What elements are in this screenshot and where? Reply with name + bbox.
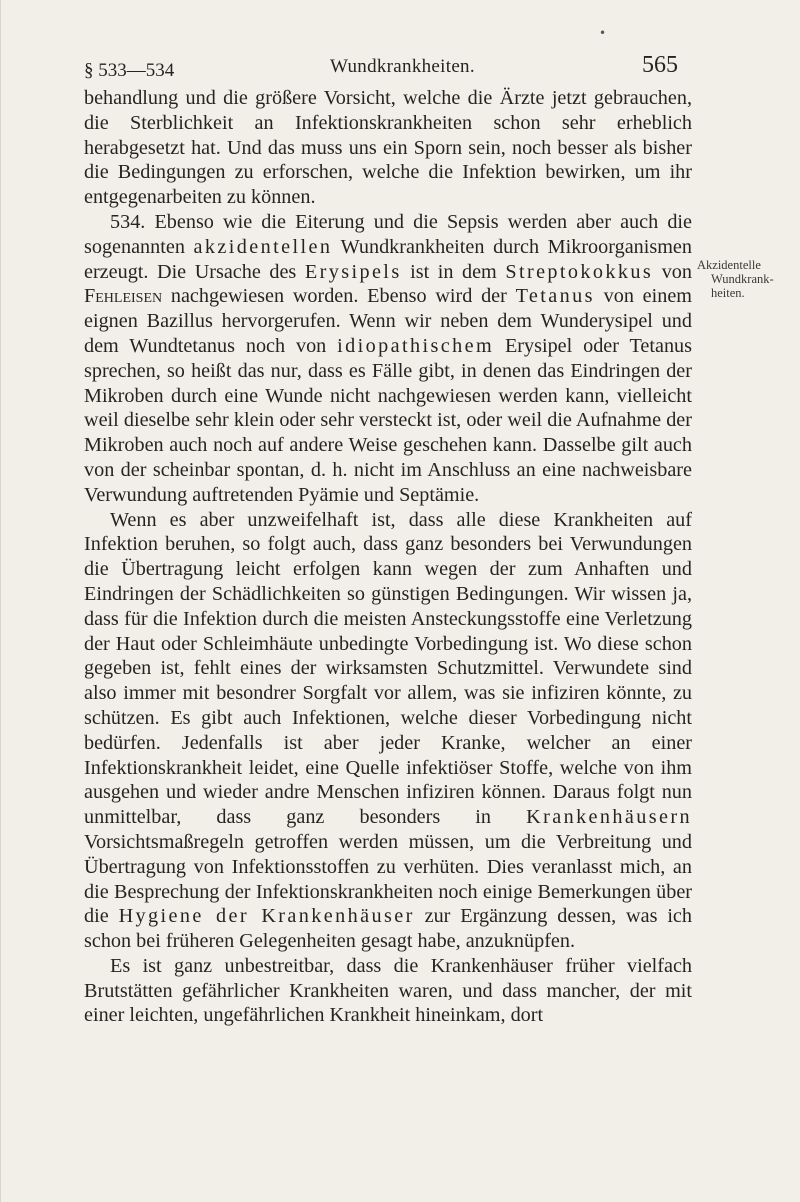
emphasis: Erysipels xyxy=(304,260,402,283)
margin-note-line: Wundkrank- xyxy=(711,272,774,286)
paragraph xyxy=(84,508,692,954)
page-number: 565 xyxy=(642,52,678,78)
emphasis: Hygiene der Krankenhäuser xyxy=(118,905,415,928)
emphasis: Krankenhäusern xyxy=(526,806,692,829)
emphasis: Tetanus xyxy=(515,285,595,308)
stray-mark: • xyxy=(599,26,607,40)
text-run: von xyxy=(653,260,692,283)
emphasis: akzidentellen xyxy=(193,235,333,258)
emphasis: Streptokokkus xyxy=(505,260,654,283)
author-name: Fehleisen xyxy=(84,285,163,308)
margin-note-line: Akzidentelle xyxy=(697,258,761,272)
text-run: 534. Ebenso wie die Eiterung und die Sepsis werden aber auch die sogenannten xyxy=(84,210,692,258)
page-edge xyxy=(0,0,1,1202)
text-run: von einem eignen Bazillus hervorgerufen. Wenn wir neben dem Wunderysipel und dem Wundtetanus noch von xyxy=(84,285,692,357)
text-run: Wundkrankheiten durch Mikroorganismen erzeugt. Die Ursache des xyxy=(84,235,692,283)
running-header xyxy=(84,52,684,82)
body-text xyxy=(84,86,692,1028)
margin-note xyxy=(697,258,787,300)
text-run: Erysipel oder Tetanus sprechen, so heißt das nur, dass es Fälle gibt, in denen das Eindringen der Mikroben durch eine Wunde nicht nachgewiesen werden kann, vielleicht weil dieselbe sehr klein oder sehr versteckt ist, oder weil die Aufnahme der Mikroben auch noch auf andere Weise geschehen kann. Dasselbe gilt auch von der scheinbar spontan, d. h. nicht im Anschluss an eine nachweisbare Verwundung auftretenden Pyämie und Septämie. xyxy=(84,334,692,506)
margin-note-line: heiten. xyxy=(711,286,745,300)
paragraph: Es ist ganz unbestreitbar, dass die Krankenhäuser früher vielfach Brutstätten gefährlicher Krankheiten waren, und dass mancher, der mit einer leichten, ungefährlichen Krankheit hineinkam, dort xyxy=(84,954,692,1027)
text-run: zur Ergänzung dessen, was ich schon bei früheren Gelegenheiten gesagt habe, anzuknüpfen. xyxy=(84,905,692,953)
text-run: ist in dem xyxy=(401,260,506,283)
paragraph: behandlung und die größere Vorsicht, welche die Ärzte jetzt gebrauchen, die Sterblichkeit an Infektionskrankheiten schon sehr erheblich herabgesetzt hat. Und das muss uns ein Sporn sein, noch besser als bisher die Bedingungen zu erforschen, welche die Infektion bewirken, um ihr entgegenarbeiten zu können. xyxy=(84,87,692,209)
text-run: nachgewiesen worden. Ebenso wird der xyxy=(162,285,516,308)
paragraph xyxy=(84,210,692,508)
running-title: Wundkrankheiten. xyxy=(330,56,475,77)
emphasis: idiopathischem xyxy=(337,334,495,357)
text-run: Wenn es aber unzweifelhaft ist, dass alle diese Krankheiten auf Infektion beruhen, so folgt auch, dass ganz besonders bei Verwundungen die Übertragung leicht erfolgen kann wegen der zum Anhaften und Eindringen der Schädlichkeiten so günstigen Bedingungen. Wir wissen ja, dass für die Infektion durch die meisten Ansteckungsstoffe eine Verletzung der Haut oder Schleimhäute unbedingte Vorbedingung ist. Wo diese schon gegeben ist, fehlt eines der wirksamsten Schutzmittel. Verwundete sind also immer mit besondrer Sorgfalt vor allem, was sie infiziren könnte, zu schützen. Es gibt auch Infektionen, welche dieser Vorbedingung nicht bedürfen. Jedenfalls ist aber jeder Kranke, welcher an einer Infektionskrankheit leidet, eine Quelle infektiöser Stoffe, welche von ihm ausgehen und wieder andre Menschen infiziren können. Daraus folgt nun unmittelbar, dass ganz besonders in xyxy=(84,508,692,829)
section-range: § 533—534 xyxy=(84,60,175,81)
text-run: Vorsichtsmaßregeln getroffen werden müssen, um die Verbreitung und Übertragung von Infektionsstoffen zu verhüten. Dies veranlasst mich, an die Besprechung der Infektionskrankheiten noch einige Bemerkungen über die xyxy=(84,830,692,928)
